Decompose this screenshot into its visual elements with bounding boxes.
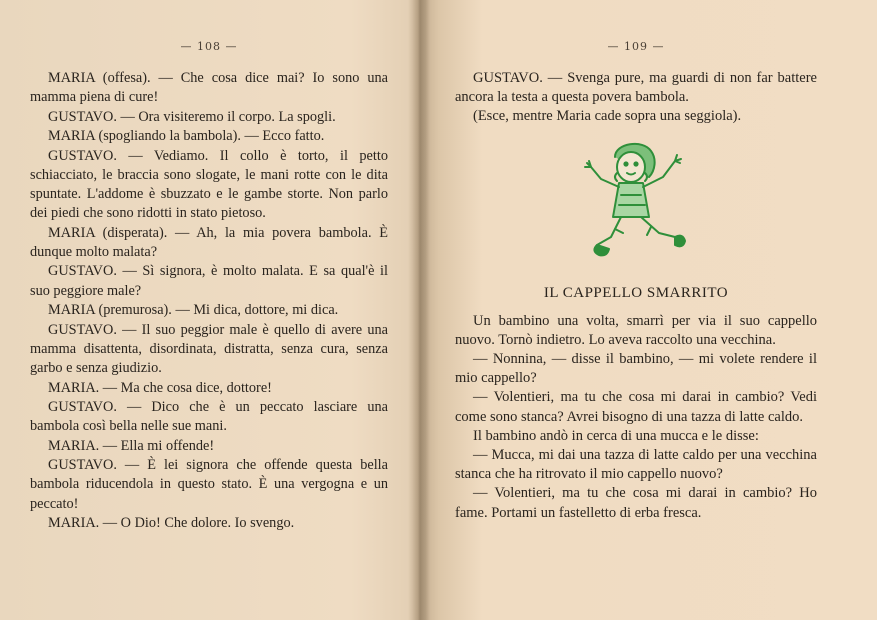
left-page	[0, 0, 418, 620]
story-paragraph: — Volentieri, ma tu che cosa mi darai in cambio? Ho fame. Portami un fastelletto di erba fresca.	[455, 485, 817, 521]
doll-icon	[571, 137, 701, 267]
dialogue-line: MARIA (offesa). — Che cosa dice mai? Io sono una mamma piena di cure!	[30, 70, 388, 106]
dialogue-line: GUSTAVO. — Vediamo. Il collo è torto, il petto schiacciato, le braccia sono slogate, le mani rotte con le dita spuntate. L'addome è sbuzzato e le gambe storte. Non parlo dei piedi che sono ridotti in stato pietoso.	[30, 147, 388, 222]
dialogue-line: GUSTAVO. — Dico che è un peccato lasciare una bambola così bella nelle sue mani.	[30, 399, 388, 435]
page-number-right: — 109 —	[607, 40, 665, 53]
dialogue-line: GUSTAVO. — Il suo peggior male è quello di avere una mamma disattenta, disordinata, distratta, senza cura, senza garbo e senza giudizio.	[30, 321, 388, 376]
story-paragraph: — Volentieri, ma tu che cosa mi darai in cambio? Vedi come sono stanca? Avrei bisogno di una tazza di latte caldo.	[455, 389, 817, 425]
stage-direction: (Esce, mentre Maria cade sopra una seggiola).	[473, 108, 742, 125]
dialogue-line: GUSTAVO. — Ora visiteremo il corpo. La spogli.	[48, 108, 336, 125]
story-paragraph: — Nonnina, — disse il bambino, — mi volete rendere il mio cappello?	[455, 351, 817, 387]
dialogue-line: GUSTAVO. — Sì signora, è molto malata. E sa qual'è il suo peggiore male?	[30, 263, 388, 299]
page-number-left: — 108 —	[180, 40, 238, 53]
dialogue-line: MARIA (disperata). — Ah, la mia povera bambola. È dunque molto malata?	[30, 224, 388, 260]
dialogue-line: GUSTAVO. — È lei signora che offende questa bella bambola riducendola in questo stato. È una vergogna e un peccato!	[30, 457, 388, 512]
dialogue-line: MARIA. — Ella mi offende!	[48, 437, 215, 454]
dialogue-line: MARIA (premurosa). — Mi dica, dottore, mi dica.	[48, 302, 339, 319]
story-paragraph: Il bambino andò in cerca di una mucca e le disse:	[473, 427, 759, 444]
dialogue-line: MARIA. — O Dio! Che dolore. Io svengo.	[48, 515, 295, 532]
story-title: IL CAPPELLO SMARRITO	[543, 284, 729, 301]
story-paragraph: Un bambino una volta, smarrì per via il suo cappello nuovo. Tornò indietro. Lo aveva raccolto una vecchina.	[455, 312, 817, 348]
right-page	[425, 0, 877, 620]
story-paragraph: — Mucca, mi dai una tazza di latte caldo per una vecchina stanca che ha ritrovato il mio cappello nuovo?	[455, 447, 817, 483]
dialogue-line: MARIA (spogliando la bambola). — Ecco fatto.	[48, 128, 325, 145]
dialogue-line: MARIA. — Ma che cosa dice, dottore!	[48, 379, 272, 396]
dialogue-line: GUSTAVO. — Svenga pure, ma guardi di non far battere ancora la testa a questa povera bambola.	[455, 70, 817, 106]
